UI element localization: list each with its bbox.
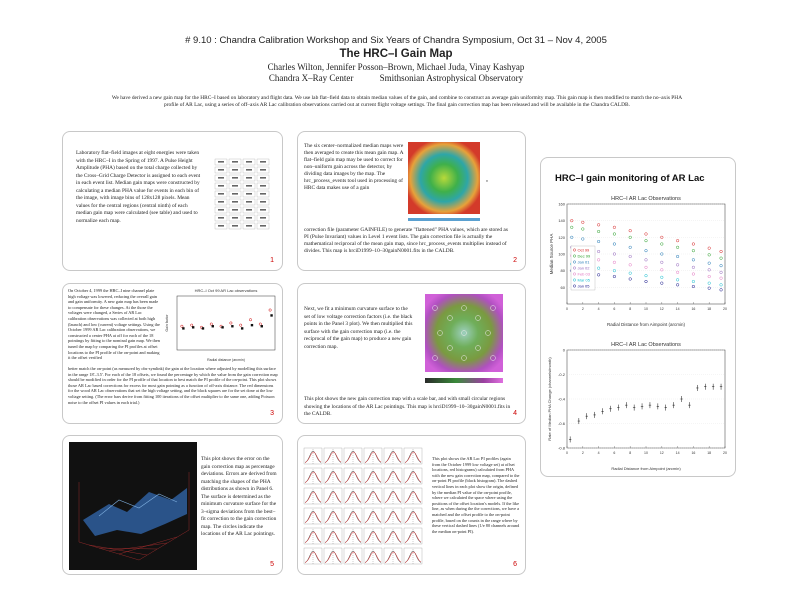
data-point (613, 275, 616, 278)
x-tick-label: 14 (675, 451, 680, 455)
data-point (582, 228, 585, 231)
table-cell-text (260, 201, 266, 203)
data-point (597, 274, 600, 277)
pi-profile-plot (364, 508, 382, 524)
table-cell-text (246, 161, 252, 163)
panel-3-text-top: On October 4, 1999 the HRC–I nine channel plate high voltage was lowered, reducing the overall gain and gain uniformity. A new gain map has been made to compensate for these changes. At the those the voltages were changed, a Series of AR Lac calibration observations was collected at both high (launch) and low (current) voltage settings. Using the October 1999 AR Lac calibration observations, we constructed a center PHA at off for each of the 18 pointings by fitting to the nominal gain map. We then tuned the map by comparing the PI profiles at offset locations to the PI profile of the on-point and making it the offset verified (68, 288, 160, 361)
data-point (720, 277, 723, 280)
pha-rate-chart (545, 338, 733, 474)
data-point (582, 221, 585, 224)
y-axis-label: Gain factor (165, 314, 169, 332)
data-point (259, 323, 261, 325)
data-point (676, 279, 679, 282)
y-tick-label: 120 (558, 234, 565, 240)
panel-2-number: 2 (513, 257, 517, 264)
panel-7-title: HRC–I gain monitoring of AR Lac (555, 173, 705, 184)
table-cell-text (260, 209, 266, 211)
table-cell-text (246, 225, 252, 227)
x-tick-label: 2 (581, 307, 584, 311)
chart-title: HRC–I AR Lac Observations (611, 196, 681, 202)
data-point (202, 327, 204, 329)
data-point (645, 249, 648, 252)
data-point (241, 327, 243, 329)
y-axis-label: Median Source PHA (549, 233, 554, 275)
pi-profile-plot (364, 448, 382, 464)
pi-profile-plot (304, 528, 322, 544)
data-point (645, 266, 648, 269)
table-cell-text (260, 185, 266, 187)
panel-7 (540, 157, 736, 477)
data-point (692, 280, 695, 283)
table-cell-text (218, 185, 224, 187)
pi-profile-plot (404, 488, 422, 504)
author-list: Charles Wilton, Jennifer Posson–Brown, Michael Juda, Vinay Kashyap (267, 62, 525, 72)
data-point (629, 229, 632, 232)
data-point (251, 324, 253, 326)
data-point (692, 266, 695, 269)
table-cell-text (260, 161, 266, 163)
pi-profile-plot (304, 508, 322, 524)
data-point (720, 257, 723, 260)
x-tick-label: 8 (629, 307, 632, 311)
data-point (597, 230, 600, 233)
pi-profile-plot (324, 448, 342, 464)
table-cell-text (246, 169, 252, 171)
data-point (720, 264, 723, 267)
panel-3-text-bottom: better match the on-point (as measured by obs-symlink) the gain at the location where adjusted by modelling this surface in the range 18'–3.5'. For each of the 18 offsets, we found the percentage by which the value from the gain correction map should be modified in order for the PI profile of that location to best match the PI profile of the on-point. This plot shows those AR Lac based corrections for excess for most gain pointing as a function of off-axis distance. The red dimensions for the wood AR Lac observations that set the high voltage setting, and the black squares are for the set done at the low voltage setting. (The error bars derive from fitting 100 iterations of the offset multiplier to the same one, adding Poisson noise to the offset PI values in each trial.) (68, 366, 278, 405)
gain-map-image (408, 142, 480, 214)
table-cell-text (232, 201, 238, 203)
panel-2 (297, 131, 526, 271)
pi-profile-plot (324, 528, 342, 544)
data-point (661, 276, 664, 279)
pi-profile-plot (384, 548, 402, 564)
data-point (192, 326, 194, 328)
pi-profile-plot (384, 528, 402, 544)
x-tick-label: 20 (723, 307, 727, 311)
legend-entry: Jan 05 (577, 283, 590, 289)
data-point (645, 280, 648, 283)
table-cell-text (246, 201, 252, 203)
data-point (708, 247, 711, 250)
energy-table (214, 158, 272, 234)
panel-3 (62, 283, 283, 424)
data-point (720, 250, 723, 253)
table-cell-text (218, 177, 224, 179)
data-point (597, 267, 600, 270)
x-tick-label: 8 (629, 451, 632, 455)
x-tick-label: 10 (644, 451, 648, 455)
x-tick-label: 0 (566, 451, 568, 455)
table-cell-text (232, 193, 238, 195)
data-point (629, 272, 632, 275)
pi-profile-plot (384, 488, 402, 504)
y-tick-label: -0.4 (558, 396, 565, 402)
x-tick-label: 16 (691, 307, 696, 311)
panel-5-text: This plot shows the error on the gain correction map as percentage deviations. Errors are derived from matching the shapes of the PHA distributions as shown in Panel 6. The surface is determined as the minimum curvature surface for the 3–sigma deviations from the best–fit correction to the gain correction map. The circles indicate the locations of the AR Lac pointings. (201, 456, 277, 537)
panel-2-text-left: The six center–normalized median maps were then averaged to create this mean gain map. A flat–field gain map may be used to correct for non–uniform gain across the detector, by dividing data images by the map. The hrc_process_events tool used in processing of HRC data makes use of a gain (304, 143, 404, 191)
panel-6-text: This plot shows the AR Lac PI profiles (again from the October 1999 low voltage set) at offset locations, red histograms) calculated from PHA with the new gain correction map, compared to the on-point PI profile (black histogram). The dashed vertical lines in each plot show the origin, defined by the median PI value of the on-point profile, where we calculated the space where using the positions of the offset location's models. If the like line, as when during the the corrections, we have a matched and the offset profile to the on-point profile, based on the counts in the range where by these vertical dashed lines (1/e 80 channels around the median on-point PI). (432, 456, 520, 534)
data-point (570, 226, 573, 229)
data-point (720, 289, 723, 292)
legend-entry: Feb 03 (577, 271, 590, 277)
pi-profile-plot (344, 508, 362, 524)
pi-profile-plot (324, 468, 342, 484)
table-cell-text (232, 225, 238, 227)
pi-profile-plot (364, 468, 382, 484)
table-cell-text (218, 201, 224, 203)
data-point (182, 327, 184, 329)
table-cell-text (218, 161, 224, 163)
affiliation-sao: Smithsonian Astrophysical Observatory (379, 73, 524, 83)
chart-title: HRC–I Oct 99 AR Lac observations (194, 288, 258, 293)
x-tick-label: 12 (659, 307, 664, 311)
panel-1-text: Laboratory flat–field images at eight energies were taken with the HRC–I in the Spring of 1997. A Pulse Height Amplitude (PHA) based on the total charge collected by the Cross–Grid Charge Detector is assigned to each event in each event list. Median gain maps were constructed by calculating a median PHA value for events in each bin of the image, with image bins of 128x128 pixels. Mean values for the central regions (central ninth) of each median gain map were calculated (see table) and used to normalize each map. (76, 150, 201, 224)
data-point (708, 262, 711, 265)
x-tick-label: 12 (659, 451, 664, 455)
data-point (613, 233, 616, 236)
svg-text:v: v (486, 178, 488, 183)
y-tick-label: -0.2 (558, 372, 565, 377)
x-axis-label: Radial distance (arcmin) (207, 358, 245, 362)
table-cell-text (260, 217, 266, 219)
data-point (191, 324, 193, 326)
chart-title: HRC–I AR Lac Observations (611, 342, 681, 348)
legend-entry: Jan 01 (577, 259, 590, 265)
data-point (676, 246, 679, 249)
y-tick-label: -0.6 (558, 421, 565, 426)
x-tick-label: 10 (644, 307, 648, 311)
pi-profile-grid (302, 446, 426, 570)
data-point (645, 274, 648, 277)
pi-profile-plot (404, 508, 422, 524)
new-gain-correction-map (415, 288, 523, 393)
x-tick-label: 0 (566, 307, 568, 311)
pi-profile-plot (364, 528, 382, 544)
y-tick-label: 0 (562, 347, 565, 353)
data-point (661, 282, 664, 285)
data-point (240, 324, 242, 326)
table-cell-text (260, 169, 266, 171)
data-point (676, 239, 679, 242)
pi-profile-plot (304, 468, 322, 484)
panel-6 (297, 435, 526, 575)
data-point (270, 314, 272, 316)
y-tick-label: 160 (558, 201, 565, 207)
data-point (613, 261, 616, 264)
x-tick-label: 18 (707, 451, 712, 455)
table-cell-text (232, 185, 238, 187)
y-tick-label: 80 (560, 268, 565, 274)
pi-profile-plot (304, 548, 322, 564)
pi-profile-plot (384, 468, 402, 484)
legend-entry: Oct 99 (577, 247, 590, 253)
x-tick-label: 2 (581, 451, 584, 455)
affiliation-cxc: Chandra X–Ray Center (268, 73, 354, 83)
table-cell-text (218, 193, 224, 195)
panel-2-text-bottom: correction file (parameter GAINFILE) to generate "flattened" PHA values, which are stored as PI (Pulse Invariant) values in Level 1 event lists. The gain correction file is actually the mathematical reciprocal of the mean gain map, since hrc_process_events multiplies instead of divides. This map is hrciD1999–10–30gainN0001.fits in the CALDB. (304, 227, 508, 254)
panel-3-chart (163, 288, 279, 364)
table-cell-text (218, 209, 224, 211)
data-point (221, 326, 223, 328)
pi-profile-plot (344, 468, 362, 484)
y-tick-label: 60 (560, 284, 565, 290)
x-axis-label: Radial Distance from Aimpoint (arcmin) (611, 466, 681, 471)
table-grid (215, 159, 269, 229)
data-point (676, 264, 679, 267)
data-point (269, 309, 271, 311)
error-surface-plot (69, 442, 197, 570)
legend-entry: Jan 02 (577, 265, 590, 271)
table-cell-text (246, 193, 252, 195)
data-point (582, 238, 585, 241)
pi-profile-plot (324, 548, 342, 564)
data-point (231, 325, 233, 327)
data-point (597, 240, 600, 243)
panel-5-number: 5 (270, 561, 274, 568)
data-point (210, 323, 212, 325)
pi-profile-plot (344, 448, 362, 464)
data-point (629, 255, 632, 258)
table-cell-text (246, 177, 252, 179)
data-point (629, 246, 632, 249)
data-point (720, 284, 723, 287)
gain-map-scalebar (408, 218, 480, 221)
table-cell-text (232, 161, 238, 163)
data-point (597, 250, 600, 253)
data-point (720, 271, 723, 274)
panel-4 (297, 283, 526, 424)
pi-profile-plot (324, 508, 342, 524)
pi-profile-plot (304, 448, 322, 464)
data-point (249, 319, 251, 321)
data-point (645, 259, 648, 262)
table-cell-text (218, 169, 224, 171)
data-point (645, 233, 648, 236)
panel-4-number: 4 (513, 410, 517, 417)
pi-profile-plot (404, 448, 422, 464)
x-tick-label: 16 (691, 451, 696, 455)
table-cell-text (232, 177, 238, 179)
pi-profile-plot (344, 488, 362, 504)
data-point (597, 224, 600, 227)
data-point (692, 243, 695, 246)
data-point (230, 322, 232, 324)
y-axis-label: Rate of Median PHA Change (channels/month) (547, 357, 552, 441)
data-point (708, 275, 711, 278)
pi-profile-plot (384, 448, 402, 464)
poster-title: The HRC–I Gain Map (339, 48, 453, 60)
table-cell-text (260, 225, 266, 227)
y-tick-label: 140 (558, 218, 565, 224)
legend-entry: Dec 99 (577, 253, 591, 259)
data-point (613, 243, 616, 246)
x-tick-label: 18 (707, 307, 712, 311)
data-point (261, 325, 263, 327)
data-point (661, 243, 664, 246)
panel-1-number: 1 (270, 257, 274, 264)
pi-profile-plot (404, 548, 422, 564)
x-axis-label: Radial Distance from Aimpoint (arcmin) (606, 322, 686, 327)
pi-profile-plot (324, 488, 342, 504)
data-point (692, 259, 695, 262)
panel-6-number: 6 (513, 561, 517, 568)
data-point (645, 239, 648, 242)
correction-map-scalebar (425, 378, 503, 383)
median-pha-chart (545, 194, 733, 329)
x-tick-label: 14 (675, 307, 680, 311)
x-tick-label: 20 (723, 451, 727, 455)
y-tick-label: 100 (558, 251, 565, 257)
data-point (692, 249, 695, 252)
pi-profile-plot (364, 488, 382, 504)
table-cell-text (260, 177, 266, 179)
x-tick-label: 6 (613, 307, 616, 311)
data-point (676, 255, 679, 258)
table-cell-text (246, 185, 252, 187)
table-cell-text (232, 169, 238, 171)
table-cell-text (218, 217, 224, 219)
pi-profile-plot (404, 468, 422, 484)
data-point (181, 325, 183, 327)
table-cell-text (232, 209, 238, 211)
data-point (676, 284, 679, 287)
x-tick-label: 4 (597, 451, 600, 455)
legend-entry: Mar 05 (577, 277, 590, 283)
x-tick-label: 6 (613, 451, 616, 455)
table-cell-text (246, 217, 252, 219)
y-tick-label: -0.8 (558, 445, 565, 451)
data-point (613, 226, 616, 229)
conference-line: # 9.10 : Chandra Calibration Workshop and Six Years of Chandra Symposium, Oct 31 – Nov 4, 2005 (185, 35, 607, 46)
panel-1 (62, 131, 283, 271)
x-tick-label: 4 (597, 307, 600, 311)
table-cell-text (246, 209, 252, 211)
panel-4-text-bottom: This plot shows the new gain correction map with a scale bar, and with small circular regions showing the locations of the AR Lac pointings. This map is hrciD1999–10–30gainN0001.fits in the CALDB. (304, 396, 511, 417)
data-point (212, 325, 214, 327)
panel-3-number: 3 (270, 410, 274, 417)
abstract: We have derived a new gain map for the HRC–I based on laboratory and flight data. We use lab flat–field data to obtain median values of the gain, and combine to construct an average gain uniformity map. This gain map is then modified to match the no–axis PHA profile of AR Lac, using a series of off–axis AR Lac calibration observations carried out at current flight voltage settings. The final gain correction map has been released and will be available in the Chandra CALDB. (111, 95, 683, 108)
panel-5 (62, 435, 283, 575)
table-cell-text (260, 193, 266, 195)
affiliations (0, 73, 792, 83)
table-cell-text (218, 225, 224, 227)
data-point (597, 259, 600, 262)
data-point (629, 278, 632, 281)
table-cell-text (232, 217, 238, 219)
pi-profile-plot (304, 488, 322, 504)
pi-profile-plot (364, 548, 382, 564)
pi-profile-plot (344, 548, 362, 564)
panel-4-text-top: Next, we fit a minimum curvature surface to the set of low voltage correction factors (i.e. the black points in the Panel 3 plot). We then multiplied this surface with the gain correction map (i.e. the reciprocal of the gain map) to produce a new gain correction map. (304, 306, 413, 350)
data-point (661, 261, 664, 264)
pi-profile-plot (404, 528, 422, 544)
data-point (692, 273, 695, 276)
data-point (708, 282, 711, 285)
pi-profile-plot (384, 508, 402, 524)
data-point (629, 264, 632, 267)
pi-profile-plot (344, 528, 362, 544)
data-point (676, 271, 679, 274)
mean-gain-map (404, 138, 494, 228)
